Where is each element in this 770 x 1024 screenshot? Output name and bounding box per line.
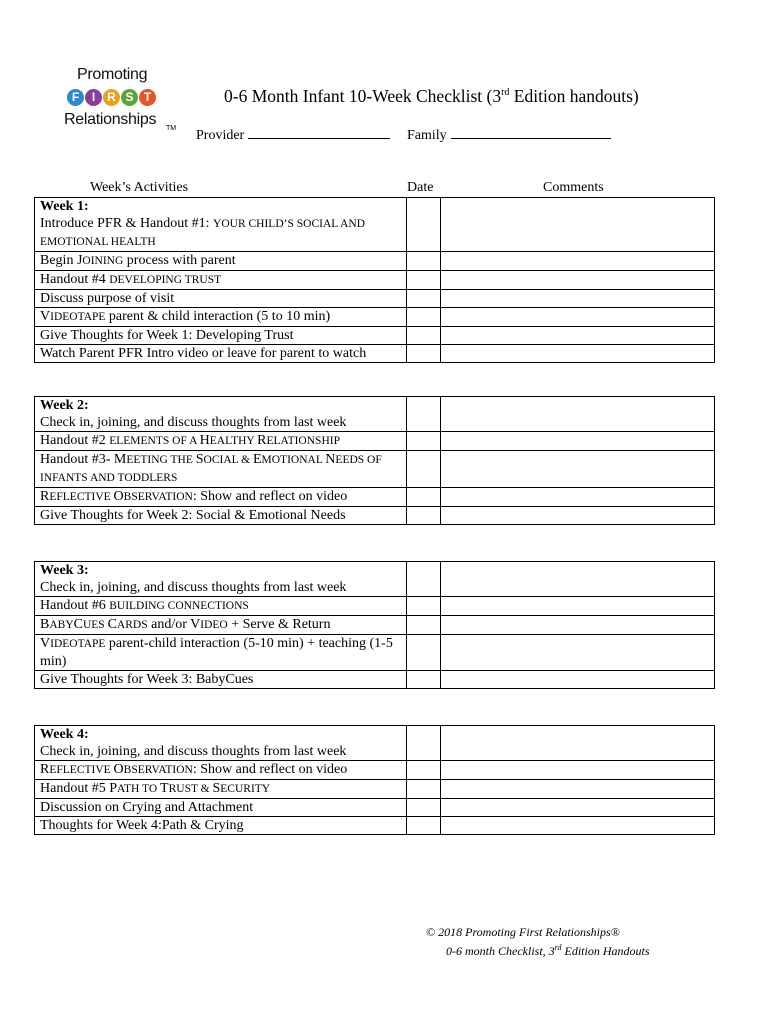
week-title: Week 3: [40,563,89,578]
logo-first-letters [67,89,156,106]
comments-cell[interactable] [441,616,715,635]
logo-letter-s: S [121,89,138,106]
date-cell[interactable] [407,817,441,835]
week-row [35,345,715,363]
provider-field[interactable] [196,126,390,144]
week-row [35,327,715,345]
week-row [35,271,715,290]
comments-cell[interactable] [441,635,715,671]
date-cell[interactable] [407,671,441,689]
date-cell[interactable] [407,252,441,271]
week-3-table [34,561,715,689]
activity-text: Thoughts for Week 4:Path & Crying [35,817,407,835]
activity-text: Discuss purpose of visit [35,290,407,308]
date-cell[interactable] [407,597,441,616]
date-cell[interactable] [407,616,441,635]
activity-text: Handout #6 BUILDING CONNECTIONS [35,597,407,616]
date-cell[interactable] [407,507,441,525]
week-row [35,397,715,432]
logo-letter-f: F [67,89,84,106]
comments-cell[interactable] [441,271,715,290]
activity-text: REFLECTIVE OBSERVATION: Show and reflect on video [35,761,407,780]
logo-letter-t: T [139,89,156,106]
comments-cell[interactable] [441,817,715,835]
comments-cell[interactable] [441,198,715,252]
date-cell[interactable] [407,761,441,780]
comments-cell[interactable] [441,780,715,799]
activity-text: Handout #5 PATH TO TRUST & SECURITY [35,780,407,799]
date-cell[interactable] [407,198,441,252]
copyright-footer [426,924,650,959]
activity-text: REFLECTIVE OBSERVATION: Show and reflect on video [35,488,407,507]
activity-text: Give Thoughts for Week 3: BabyCues [35,671,407,689]
date-cell[interactable] [407,345,441,363]
comments-cell[interactable] [441,290,715,308]
provider-label: Provider [196,128,245,143]
week-row [35,252,715,271]
activity-text: Handout #3- MEETING THE SOCIAL & EMOTIONAL NEEDS OF INFANTS AND TODDLERS [35,451,407,488]
family-input-line[interactable] [451,126,611,139]
week-row [35,432,715,451]
activity-text: Watch Parent PFR Intro video or leave for parent to watch [35,345,407,363]
comments-cell[interactable] [441,308,715,327]
activity-text: Give Thoughts for Week 2: Social & Emotional Needs [35,507,407,525]
comments-cell[interactable] [441,345,715,363]
date-cell[interactable] [407,451,441,488]
family-label: Family [407,128,447,143]
activity-text: Handout #2 ELEMENTS OF A HEALTHY RELATIONSHIP [35,432,407,451]
week-row [35,198,715,252]
footer-edition-line: 0-6 month Checklist, 3rd Edition Handouts [446,943,650,958]
activity-text: Check in, joining, and discuss thoughts from last week [40,744,347,759]
activity-text: Introduce PFR & Handout #1: YOUR CHILD’S SOCIAL AND EMOTIONAL HEALTH [40,216,366,248]
week-2-table [34,396,715,525]
comments-cell[interactable] [441,432,715,451]
date-cell[interactable] [407,799,441,817]
footer-copyright-line: © 2018 Promoting First Relationships® [426,925,620,939]
document-title: 0-6 Month Infant 10-Week Checklist (3rd Edition handouts) [224,86,639,106]
week-row [35,817,715,835]
week-row [35,507,715,525]
activity-text: Discussion on Crying and Attachment [35,799,407,817]
date-cell[interactable] [407,780,441,799]
week-1-table [34,197,715,363]
column-heading-date: Date [407,180,434,195]
comments-cell[interactable] [441,488,715,507]
date-cell[interactable] [407,488,441,507]
logo-letter-r: R [103,89,120,106]
provider-input-line[interactable] [248,126,390,139]
date-cell[interactable] [407,290,441,308]
activity-text: Check in, joining, and discuss thoughts from last week [40,415,347,430]
week-row [35,726,715,761]
week-title: Week 4: [40,727,89,742]
column-heading-comments: Comments [543,180,604,195]
week-row [35,308,715,327]
activity-text: BABYCUES CARDS and/or VIDEO + Serve & Return [35,616,407,635]
activity-text: Handout #4 DEVELOPING TRUST [35,271,407,290]
activity-text: Check in, joining, and discuss thoughts from last week [40,580,347,595]
logo-trademark: TM [166,125,177,132]
date-cell[interactable] [407,726,441,761]
week-row [35,780,715,799]
comments-cell[interactable] [441,451,715,488]
date-cell[interactable] [407,562,441,597]
activity-text: VIDEOTAPE parent-child interaction (5-10 min) + teaching (1-5 min) [35,635,407,671]
comments-cell[interactable] [441,562,715,597]
week-row [35,290,715,308]
week-row [35,562,715,597]
week-row [35,597,715,616]
date-cell[interactable] [407,327,441,345]
comments-cell[interactable] [441,507,715,525]
comments-cell[interactable] [441,327,715,345]
logo-letter-i: I [85,89,102,106]
comments-cell[interactable] [441,761,715,780]
comments-cell[interactable] [441,799,715,817]
pfr-logo [62,66,186,136]
family-field[interactable] [407,126,611,144]
week-row [35,671,715,689]
week-row [35,635,715,671]
logo-relationships-text: Relationships [64,111,157,128]
comments-cell[interactable] [441,597,715,616]
logo-promoting-text: Promoting [77,66,148,83]
date-cell[interactable] [407,271,441,290]
week-row [35,616,715,635]
week-title: Week 1: [40,199,89,214]
activity-text: VIDEOTAPE parent & child interaction (5 to 10 min) [35,308,407,327]
date-cell[interactable] [407,308,441,327]
comments-cell[interactable] [441,252,715,271]
activity-text: Give Thoughts for Week 1: Developing Trust [35,327,407,345]
week-4-table [34,725,715,835]
comments-cell[interactable] [441,397,715,432]
comments-cell[interactable] [441,726,715,761]
column-heading-activities: Week’s Activities [90,180,189,195]
week-row [35,451,715,488]
activity-text: Begin JOINING process with parent [35,252,407,271]
week-title: Week 2: [40,398,89,413]
week-row [35,488,715,507]
date-cell[interactable] [407,397,441,432]
date-cell[interactable] [407,432,441,451]
comments-cell[interactable] [441,671,715,689]
week-row [35,761,715,780]
week-row [35,799,715,817]
date-cell[interactable] [407,635,441,671]
